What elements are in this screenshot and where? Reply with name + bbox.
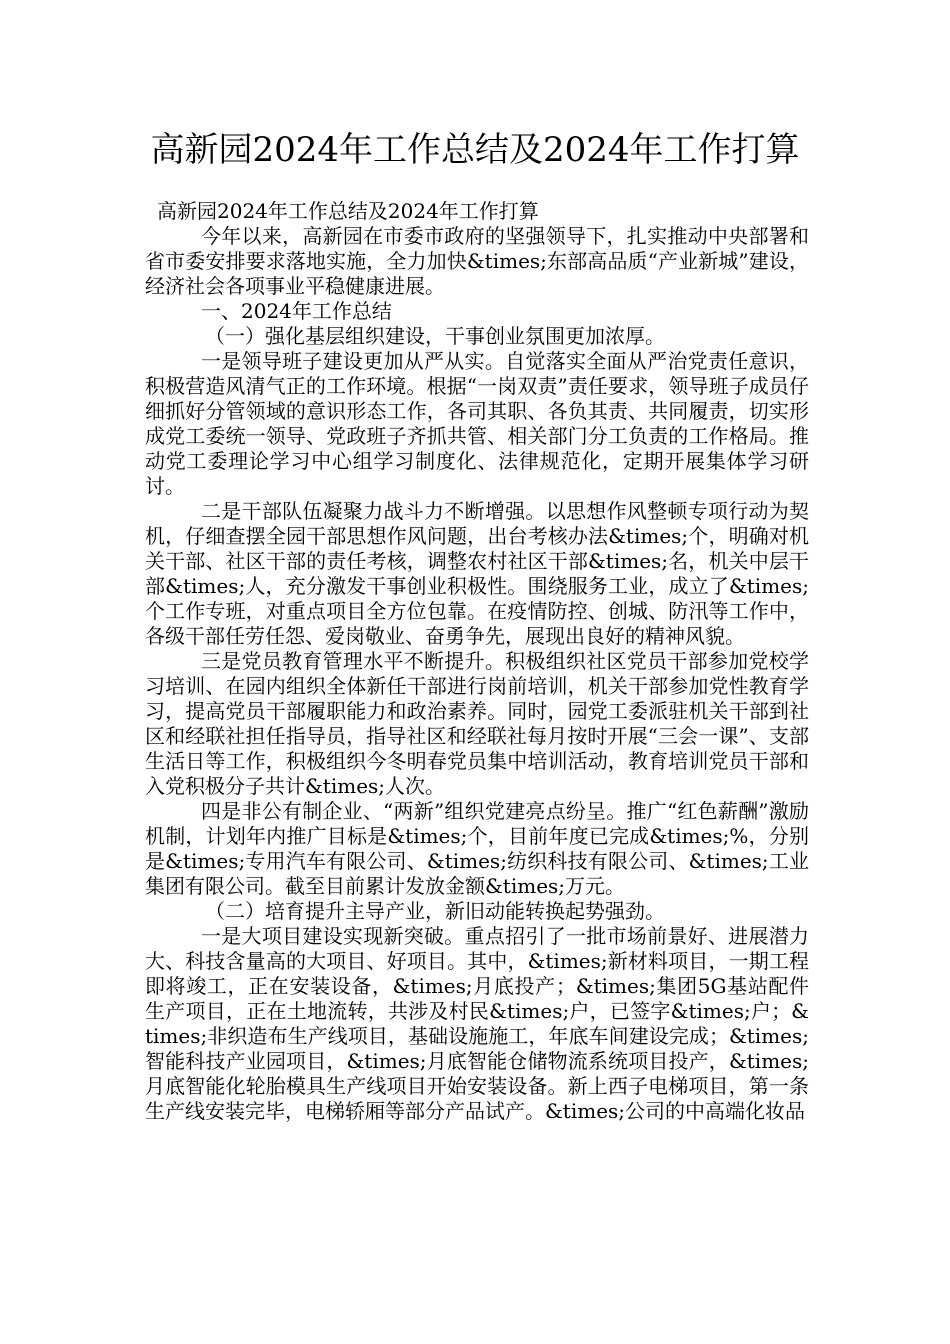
document-subtitle: 高新园2024年工作总结及2024年工作打算 xyxy=(157,199,539,223)
body-paragraph: 二是干部队伍凝聚力战斗力不断增强。以思想作风整顿专项行动为契机，仔细查摆全园干部思想作风问题，出台考核办法&times;个，明确对机关干部、社区干部的责任考核，调整农村社区干部&times;名，机关中层干部&times;人，充分激发干事创业积极性。围绕服务工业，成立了&times;个工作专班，对重点项目全方位包靠。在疫情防控、创城、防汛等工作中，各级干部任劳任怨、爱岗敬业、奋勇争先，展现出良好的精神风貌。 xyxy=(145,499,809,648)
intro-paragraph: 今年以来，高新园在市委市政府的坚强领导下，扎实推动中央部署和省市委安排要求落地实施，全力加快&times;东部高品质“产业新城”建设，经济社会各项事业平稳健康进展。 xyxy=(145,224,809,298)
body-paragraph: 四是非公有制企业、“两新”组织党建亮点纷呈。推广“红色薪酬”激励机制，计划年内推广目标是&times;个，目前年度已完成&times;%，分别是&times;专用汽车有限公司、&times;纺织科技有限公司、&times;工业集团有限公司。截至目前累计发放金额&times;万元。 xyxy=(145,799,809,898)
body-paragraph: 一是领导班子建设更加从严从实。自觉落实全面从严治党责任意识，积极营造风清气正的工作环境。根据“一岗双责”责任要求，领导班子成员仔细抓好分管领域的意识形态工作，各司其职、各负其责、共同履责，切实形成党工委统一领导、党政班子齐抓共管、相关部门分工负责的工作格局。推动党工委理论学习中心组学习制度化、法律规范化，定期开展集体学习研讨。 xyxy=(145,349,809,498)
body-paragraph: 三是党员教育管理水平不断提升。积极组织社区党员干部参加党校学习培训、在园内组织全体新任干部进行岗前培训，机关干部参加党性教育学习，提高党员干部履职能力和政治素养。同时，园党工委派驻机关干部到社区和经联社担任指导员，指导社区和经联社每月按时开展“三会一课”、支部生活日等工作，积极组织今冬明春党员集中培训活动，教育培训党员干部和入党积极分子共计&times;人次。 xyxy=(145,649,809,798)
subsection-heading: （一）强化基层组织建设，干事创业氛围更加浓厚。 xyxy=(205,324,665,348)
document-title: 高新园2024年工作总结及2024年工作打算 xyxy=(150,130,800,170)
body-paragraph: 一是大项目建设实现新突破。重点招引了一批市场前景好、进展潜力大、科技含量高的大项目、好项目。其中，&times;新材料项目，一期工程即将竣工，正在安装设备，&times;月底投产；&times;集团5G基站配件生产项目，正在土地流转，共涉及村民&times;户，已签字&times;户；&times;非织造布生产线项目，基础设施施工，年底车间建设完成；&times;智能科技产业园项目，&times;月底智能仓储物流系统项目投产，&times;月底智能化轮胎模具生产线项目开始安装设备。新上西子电梯项目，第一条生产线安装完毕，电梯轿厢等部分产品试产。&times;公司的中高端化妆品 xyxy=(145,924,809,1123)
subsection-heading: （二）培育提升主导产业，新旧动能转换起势强劲。 xyxy=(205,899,665,923)
section-heading: 一、2024年工作总结 xyxy=(201,299,392,323)
document-body xyxy=(145,199,809,1124)
